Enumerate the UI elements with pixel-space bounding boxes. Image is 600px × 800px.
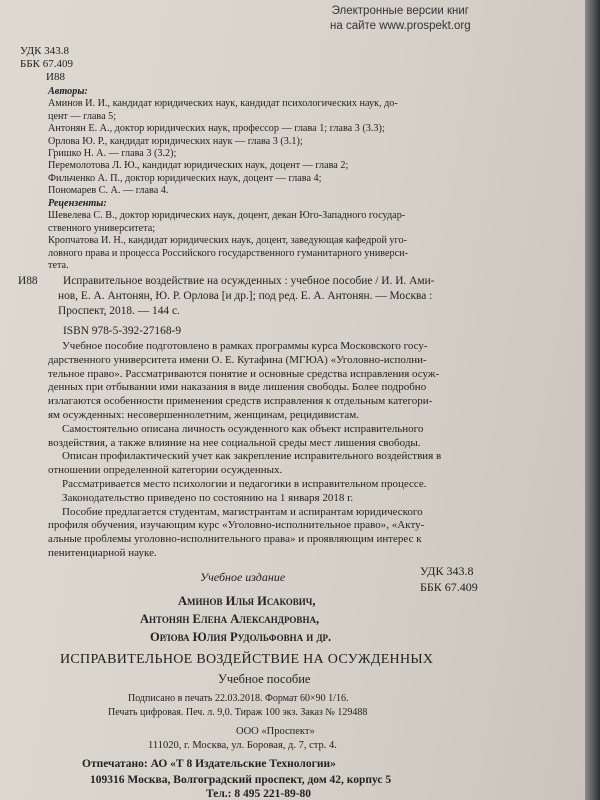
- abstract-line: профиля обучения, изучающим курс «Уголовно-исполнительное право», «Акту-: [48, 519, 425, 532]
- bbk-code: ББК 67.409: [20, 58, 73, 70]
- site-notice-line: Электронные версии книг: [331, 5, 469, 17]
- abstract-line: пенитенциарной науке.: [48, 546, 157, 559]
- biblio-line: Проспект, 2018. — 144 с.: [58, 305, 180, 317]
- abstract: [48, 340, 518, 561]
- abstract-line: Рассматривается место психологии и педагогики в исправительном процессе.: [62, 477, 427, 490]
- book-title: ИСПРАВИТЕЛЬНОЕ ВОЗДЕЙСТВИЕ НА ОСУЖДЕННЫХ: [60, 652, 434, 667]
- colophon-author: Антонян Елена Александровна,: [140, 612, 320, 626]
- abstract-line: отношении определенной категории осужденных.: [48, 464, 283, 477]
- author-line: Аминов И. И., кандидат юридических наук, кандидат психологических наук, до-: [48, 98, 398, 110]
- author-line: Перемолотова Л. Ю., кандидат юридических наук, доцент — глава 2;: [48, 160, 349, 172]
- abstract-line: излагаются особенности применения средств исправления к отдельным категори-: [48, 395, 433, 408]
- authors-block: [48, 86, 488, 198]
- print-details: Печать цифровая. Печ. л. 9,0. Тираж 100 экз. Заказ № 129488: [108, 707, 368, 718]
- author-line: Фильченко А. П., доктор юридических наук, доцент — глава 4;: [48, 172, 322, 184]
- reviewer-line: Кропчатова И. Н., кандидат юридических наук, доцент, заведующая кафедрой уго-: [48, 235, 407, 247]
- colophon-author: Орлова Юлия Рудольфовна и др.: [150, 630, 332, 644]
- abstract-line: Описан профилактический учет как закрепление исправительного воздействия в: [62, 450, 442, 463]
- edition-type: Учебное издание: [200, 570, 286, 584]
- printer-address: 109316 Москва, Волгоградский проспект, дом 42, корпус 5: [90, 774, 392, 786]
- authors-heading: Авторы:: [48, 86, 88, 97]
- publisher: ООО «Проспект»: [236, 726, 315, 737]
- udk-code: УДК 343.8: [20, 45, 70, 57]
- publisher-address: 111020, г. Москва, ул. Боровая, д. 7, стр. 4.: [148, 740, 337, 751]
- author-line: Орлова Ю. Р., кандидат юридических наук — глава 3 (3.1);: [48, 135, 303, 147]
- abstract-line: альные проблемы уголовно-исполнительного права» и проявляющим интерес к: [48, 533, 422, 546]
- reviewers-heading: Рецензенты:: [48, 198, 107, 209]
- reviewers-block: [48, 198, 488, 272]
- abstract-line: ям осужденных: несовершеннолетним, женщинам, рецидивистам.: [48, 408, 359, 421]
- author-line: цент — глава 5;: [48, 110, 117, 122]
- reviewer-line: Шевелева С. В., доктор юридических наук, доцент, декан Юго-Западного государ-: [48, 210, 406, 222]
- colophon-udk: УДК 343.8: [420, 564, 474, 578]
- author-mark: И88: [46, 71, 65, 83]
- isbn: ISBN 978-5-392-27168-9: [63, 325, 182, 337]
- colophon-author: Аминов Илья Исакович,: [178, 594, 316, 608]
- site-notice-line: на сайте www.prospekt.org: [330, 20, 471, 32]
- abstract-line: Самостоятельно описана личность осужденного как объект исправительного: [62, 422, 424, 435]
- abstract-line: воздействия, а также влияние на нее социальной среды мест лишения свободы.: [48, 436, 421, 449]
- page-edge-shadow: [585, 0, 600, 800]
- site-notice: [330, 4, 471, 34]
- biblio-line: нов, Е. А. Антонян, Ю. Р. Орлова [и др.]; под ред. Е. А. Антонян. — Москва :: [58, 290, 433, 302]
- reviewer-line: ловного права и процесса Российского государственного гуманитарного универси-: [48, 247, 409, 259]
- printed-by: Отпечатано: АО «Т 8 Издательские Технологии»: [82, 758, 336, 770]
- biblio-mark: И88: [18, 275, 38, 287]
- reviewer-line: тета.: [48, 260, 69, 272]
- reviewer-line: ственного университета;: [48, 222, 156, 234]
- author-line: Пономарев С. А. — глава 4.: [48, 185, 169, 197]
- abstract-line: Учебное пособие подготовлено в рамках программы курса Московского госу-: [62, 340, 428, 352]
- printer-phone: Тел.: 8 495 221-89-80: [206, 788, 312, 800]
- print-details: Подписано в печать 22.03.2018. Формат 60×90 1/16.: [128, 693, 349, 704]
- abstract-line: Законодательство приведено по состоянию на 1 января 2018 г.: [62, 491, 354, 504]
- author-line: Гришко Н. А. — глава 3 (3.2);: [48, 148, 177, 160]
- biblio-line: Исправительное воздействие на осужденных : учебное пособие / И. И. Ами-: [63, 275, 435, 287]
- abstract-line: дарственного университета имени О. Е. Кутафина (МГЮА) «Уголовно-исполни-: [48, 353, 427, 366]
- abstract-line: денных при отбывании ими наказания в виде лишения свободы. Более подробно: [48, 381, 427, 394]
- abstract-line: Пособие предлагается студентам, магистрантам и аспирантам юридического: [62, 505, 423, 518]
- abstract-line: тельное право». Рассматриваются понятие и основные средства исправления осуж-: [48, 367, 440, 380]
- author-line: Антонян Е. А., доктор юридических наук, профессор — глава 1; глава 3 (3.3);: [48, 123, 385, 135]
- colophon-bbk: ББК 67.409: [420, 580, 478, 594]
- book-subtitle: Учебное пособие: [218, 672, 311, 686]
- classification-codes: [20, 45, 73, 84]
